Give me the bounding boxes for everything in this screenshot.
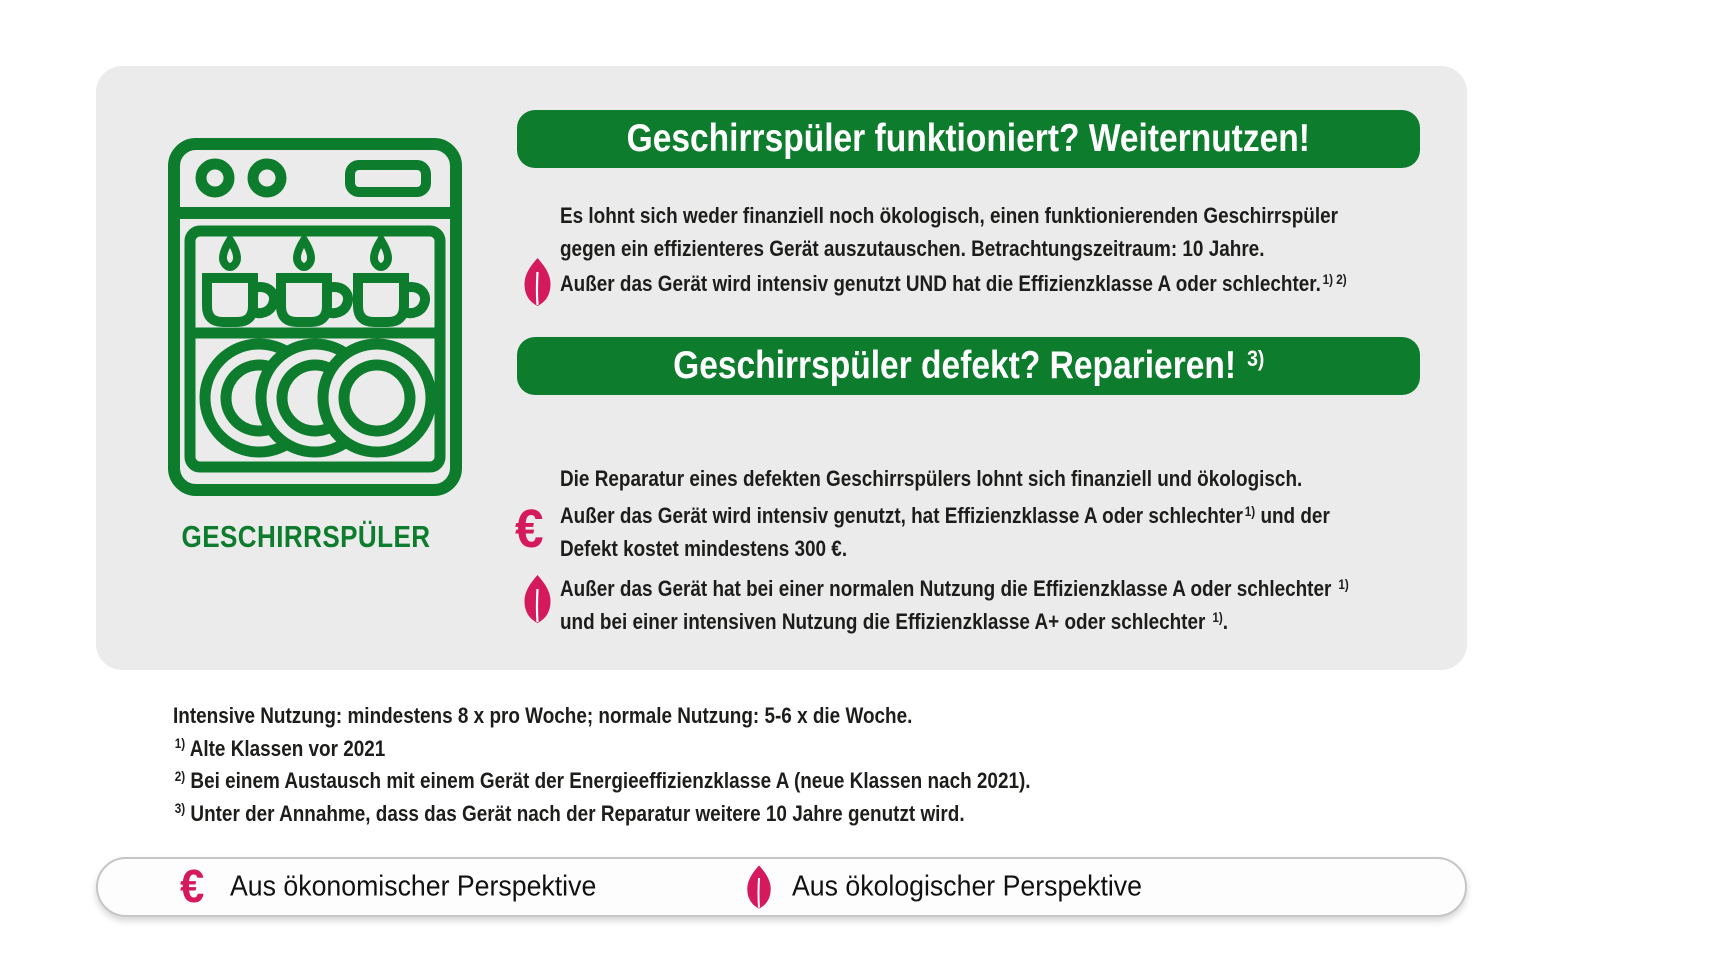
banner-working-title: Geschirrspüler funktioniert? Weiternutzen! (626, 117, 1311, 160)
legend-bar (96, 857, 1467, 917)
legend-economic-label: Aus ökonomischer Perspektive (230, 870, 597, 903)
footnote-3: $^{3)}$ Unter der Annahme, dass das Gerät nach der Reparatur weitere 10 Jahre genutzt wird. (174, 800, 965, 826)
euro-icon: € (515, 499, 544, 559)
footnote-2: $^{2)}$ Bei einem Austausch mit einem Gerät der Energieeffizienzklasse A (neue Klassen nach 2021). (174, 768, 1031, 793)
leaf-icon (523, 257, 552, 307)
defect-econ-bullet-line2: Defekt kostet mindestens 300 €. (560, 536, 848, 561)
legend-ecological-label: Aus ökologischer Perspektive (792, 870, 1142, 903)
euro-icon: € (180, 860, 205, 913)
leaf-icon (523, 574, 552, 624)
defect-eco-bullet-line1: Außer das Gerät hat bei einer normalen Nutzung die Effizienzklasse A oder schlechter $^{1)}$ (560, 576, 1349, 601)
footnote-1: $^{1)}$ Alte Klassen vor 2021 (174, 735, 386, 761)
device-label: GESCHIRRSPÜLER (181, 519, 431, 554)
defect-eco-bullet-line2: und bei einer intensiven Nutzung die Effizienzklasse A+ oder schlechter $^{1)}$. (560, 609, 1229, 634)
banner-defect-title: Geschirrspüler defekt? Reparieren! $^{3)}$ (672, 344, 1265, 387)
footnote-usage: Intensive Nutzung: mindestens 8 x pro Woche; normale Nutzung: 5-6 x die Woche. (173, 703, 913, 728)
footnotes (173, 700, 1170, 830)
defect-econ-bullet-line1: Außer das Gerät wird intensiv genutzt, hat Effizienzklasse A oder schlechter $^{1)}$ und der (560, 503, 1330, 528)
defect-intro-line1: Die Reparatur eines defekten Geschirrspülers lohnt sich finanziell und ökologisch. (560, 466, 1303, 491)
banner-working (517, 110, 1420, 168)
dishwasher-icon (167, 137, 463, 497)
banner-defect (517, 337, 1420, 395)
dishwasher-card (96, 66, 1467, 670)
working-eco-bullet: Außer das Gerät wird intensiv genutzt UND hat die Effizienzklasse A oder schlechter. $^{1) 2)}$ (560, 271, 1347, 296)
working-intro-line1: Es lohnt sich weder finanziell noch ökologisch, einen funktionierenden Geschirrspüler (560, 203, 1338, 228)
working-intro-line2: gegen ein effizienteres Gerät auszutauschen. Betrachtungszeitraum: 10 Jahre. (560, 236, 1265, 261)
leaf-icon (746, 865, 772, 910)
